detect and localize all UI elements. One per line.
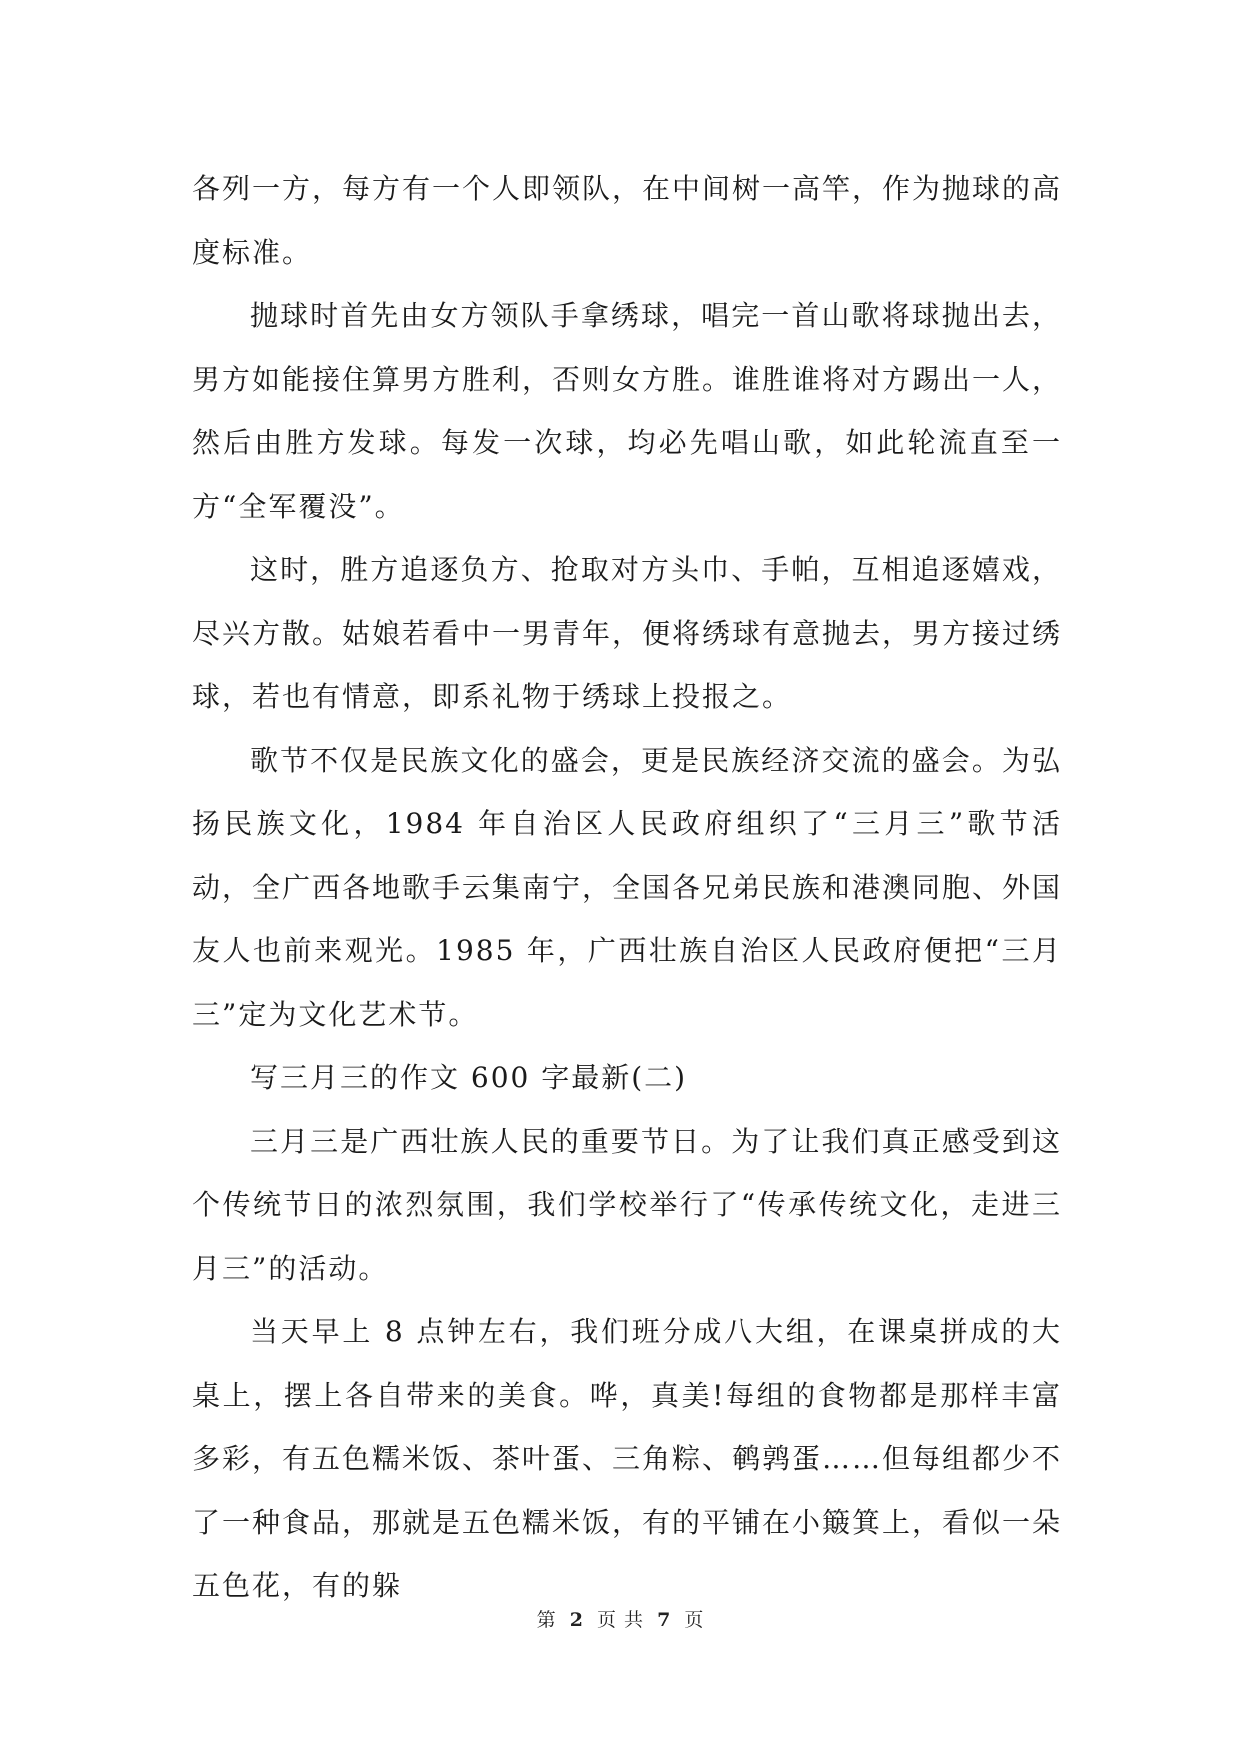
paragraph: 这时，胜方追逐负方、抢取对方头巾、手帕，互相追逐嬉戏，尽兴方散。姑娘若看中一男青年，便将绣球有意抛去，男方接过绣球，若也有情意，即系礼物于绣球上投报之。 [192,553,1063,713]
footer-middle: 页 共 [596,1609,645,1631]
footer-suffix: 页 [684,1609,705,1631]
section-heading: 写三月三的作文 600 字最新(二) [250,1061,688,1094]
paragraph: 三月三是广西壮族人民的重要节日。为了让我们真正感受到这个传统节日的浓烈氛围，我们学校举行了“传承传统文化，走进三月三”的活动。 [192,1124,1062,1285]
page-footer [0,1605,1241,1632]
document-body [192,157,1062,1618]
paragraph: 歌节不仅是民族文化的盛会，更是民族经济交流的盛会。为弘扬民族文化，1984 年自治区人民政府组织了“三月三”歌节活动，全广西各地歌手云集南宁，全国各兄弟民族和港澳同胞、外国友人也前来观光。1985 年，广西壮族自治区人民政府便把“三月三”定为文化艺术节。 [192,743,1063,1031]
total-pages-number: 7 [657,1609,672,1631]
footer-prefix: 第 [536,1609,557,1631]
paragraph: 抛球时首先由女方领队手拿绣球，唱完一首山歌将球抛出去，男方如能接住算男方胜利，否则女方胜。谁胜谁将对方踢出一人，然后由胜方发球。每发一次球，均必先唱山歌，如此轮流直至一方“全军覆没”。 [192,299,1063,523]
paragraph: 各列一方，每方有一个人即领队，在中间树一高竿，作为抛球的高度标准。 [192,172,1063,269]
paragraph: 当天早上 8 点钟左右，我们班分成八大组，在课桌拼成的大桌上，摆上各自带来的美食。哗，真美!每组的食物都是那样丰富多彩，有五色糯米饭、茶叶蛋、三角粽、鹌鹑蛋……但每组都少不了一种食品，那就是五色糯米饭，有的平铺在小簸箕上，看似一朵五色花，有的躲 [192,1315,1063,1602]
current-page-number: 2 [569,1609,584,1631]
